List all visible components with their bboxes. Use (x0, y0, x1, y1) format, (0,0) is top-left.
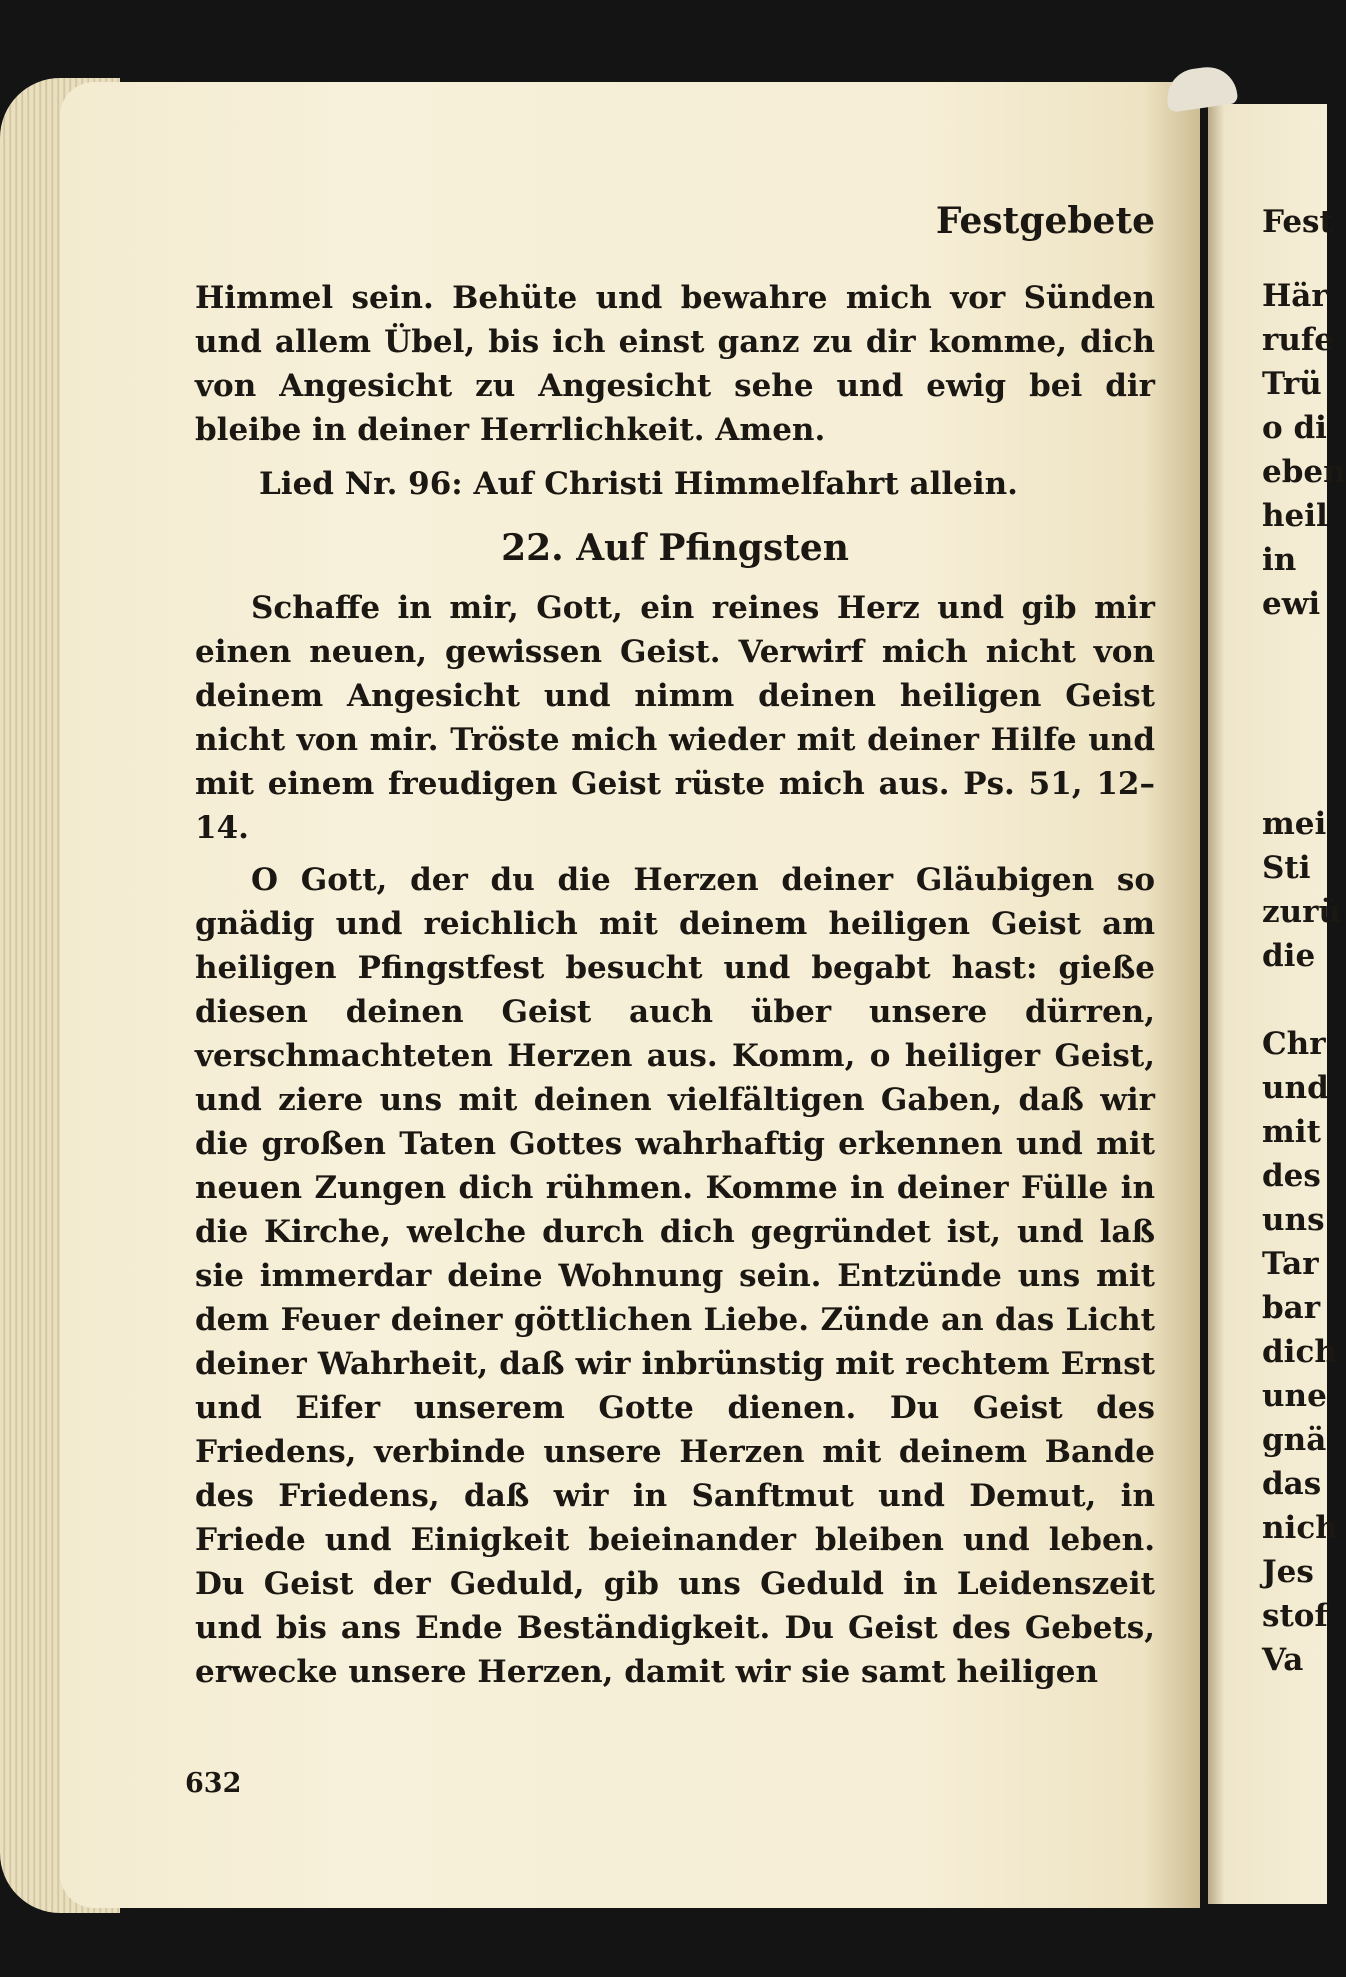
right-line: Jes (1262, 1554, 1314, 1590)
right-line: Här (1262, 278, 1328, 314)
right-line: die (1262, 938, 1316, 974)
right-line: bar (1262, 1290, 1321, 1326)
right-line: o di (1262, 410, 1327, 446)
right-line (1262, 714, 1327, 758)
right-line: rufe (1262, 322, 1334, 358)
right-line: Sti (1262, 850, 1311, 886)
right-line: Fest (1262, 204, 1334, 240)
right-line: Trü (1262, 366, 1322, 402)
right-line (1262, 978, 1327, 1022)
right-line: eben (1262, 454, 1346, 490)
continuation-text: Himmel sein. Behüte und bewahre mich vor Sünden und allem Übel, bis ich einst ganz zu dir komme, dich von Angesicht zu Angesicht sehe und ewig bei dir bleibe in deiner Herrlichkeit. Amen. (195, 280, 1155, 448)
right-line: das (1262, 1466, 1322, 1502)
right-line: und (1262, 1070, 1329, 1106)
right-line: uns (1262, 1202, 1325, 1238)
page-body (195, 276, 1155, 1694)
right-line: mei (1262, 806, 1327, 842)
right-line: des (1262, 1158, 1321, 1194)
right-line: Chr (1262, 1026, 1326, 1062)
right-line (1262, 758, 1327, 802)
hymn-reference: Lied Nr. 96: Auf Christi Himmelfahrt allein. (259, 466, 1018, 502)
right-line: ewi (1262, 586, 1321, 622)
paragraph-1: Schaffe in mir, Gott, ein reines Herz und gib mir einen neuen, gewissen Geist. Verwirf mich nicht von deinem Angesicht und nimm deinen heiligen Geist nicht von mir. Tröste mich wieder mit deiner Hilfe und mit einem freudigen Geist rüste mich aus. Ps. 51, 12–14. (195, 590, 1155, 846)
right-line: zurü (1262, 894, 1342, 930)
section-heading: 22. Auf Pfingsten (501, 527, 849, 569)
right-page-text (1262, 200, 1346, 1682)
running-head: Festgebete (935, 200, 1155, 242)
right-line: gnä (1262, 1422, 1327, 1458)
right-line: mit (1262, 1114, 1321, 1150)
right-line: dich (1262, 1334, 1337, 1370)
right-line: heil (1262, 498, 1328, 534)
right-line: Va (1262, 1642, 1304, 1678)
right-line: Tar (1262, 1246, 1319, 1282)
paragraph-2: O Gott, der du die Herzen deiner Gläubigen so gnädig und reichlich mit deinem heiligen Geist am heiligen Pfingstfest besucht und begabt hast: gieße diesen deinen Geist auch über unsere dürren, verschmachteten Herzen aus. Komm, o heiliger Geist, und ziere uns mit deinen vielfältigen Gaben, daß wir die großen Taten Gottes wahrhaftig erkennen und mit neuen Zungen dich rühmen. Komme in deiner Fülle in die Kirche, welche durch dich gegründet ist, und laß sie immerdar deine Wohnung sein. Entzünde uns mit dem Feuer deiner göttlichen Liebe. Zünde an das Licht deiner Wahrheit, daß wir inbrünstig mit rechtem Ernst und Eifer unserem Gotte dienen. Du Geist des Friedens, verbinde unsere Herzen mit deinem Bande des Friedens, daß wir in Sanftmut und Demut, in Friede und Einigkeit beieinander bleiben und leben. Du Geist der Geduld, gib uns Geduld in Leidenszeit und bis ans Ende Beständigkeit. Du Geist des Gebets, erwecke unsere Herzen, damit wir sie samt heiligen (195, 862, 1155, 1690)
right-line (1262, 670, 1327, 714)
right-line: une (1262, 1378, 1327, 1414)
right-line (1262, 626, 1327, 670)
page-number: 632 (185, 1768, 242, 1799)
right-line: in (1262, 542, 1297, 578)
right-line: nich (1262, 1510, 1338, 1546)
right-line: stof (1262, 1598, 1328, 1634)
